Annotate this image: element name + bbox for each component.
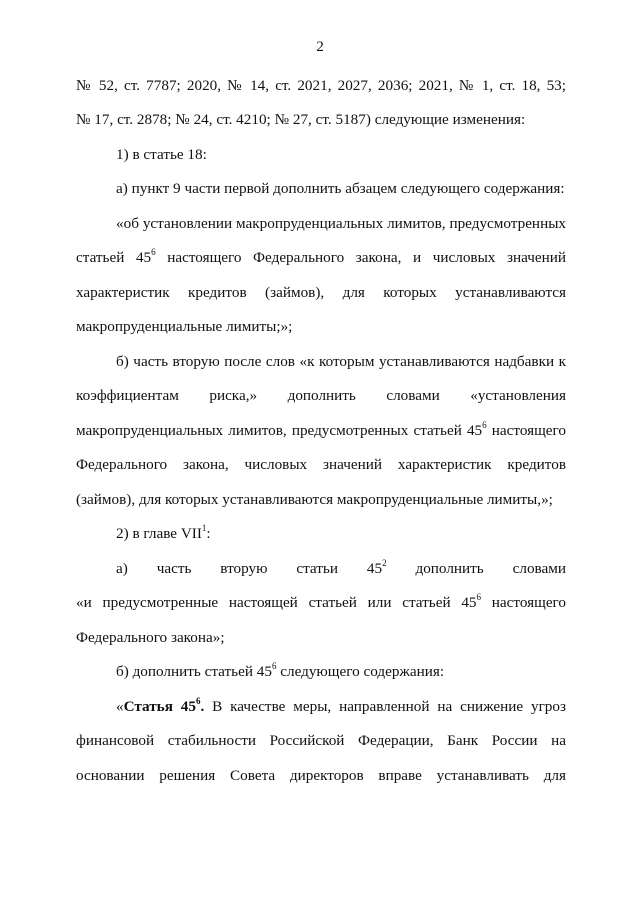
text-line: Федерального закона»; (76, 629, 225, 646)
text-line: «Статья $45^6$. В качестве меры, направленной на снижение угроз (116, 696, 566, 715)
text-line: Федерального закона, числовых значений характеристик кредитов (76, 456, 566, 473)
text-line: финансовой стабильности Российской Федерации, Банк России на (76, 732, 566, 749)
text-line: макропруденциальные лимиты;»; (76, 318, 293, 335)
page-number: 2 (316, 38, 324, 55)
article-heading: Статья 45 (123, 698, 196, 715)
text-line: макропруденциальных лимитов, предусмотренных статьей $45^6$ настоящего (76, 420, 566, 439)
text-line: б) дополнить статьей $45^6$ следующего содержания: (116, 661, 445, 680)
text-line: а) часть вторую статьи $45^2$ дополнить словами (116, 558, 566, 577)
text-line: «и предусмотренные настоящей статьей или статьей $45^6$ настоящего (76, 592, 566, 611)
text-line: а) пункт 9 части первой дополнить абзацем следующего содержания: (116, 180, 565, 197)
text-line: 1) в статье 18: (116, 146, 207, 163)
text-line: «об установлении макропруденциальных лимитов, предусмотренных (116, 215, 566, 232)
text-line: основании решения Совета директоров вправе устанавливать для (76, 767, 566, 784)
text-line: № 17, ст. 2878; № 24, ст. 4210; № 27, ст. 5187) следующие изменения: (76, 111, 526, 128)
text-line: коэффициентам риска,» дополнить словами «установления (76, 387, 566, 404)
text-line: б) часть вторую после слов «к которым устанавливаются надбавки к (116, 353, 566, 370)
text-line: характеристик кредитов (займов), для которых устанавливаются (76, 284, 566, 301)
text-line: № 52, ст. 7787; 2020, № 14, ст. 2021, 2027, 2036; 2021, № 1, ст. 18, 53; (76, 77, 566, 94)
text-line: (займов), для которых устанавливаются макропруденциальные лимиты,»; (76, 491, 553, 508)
text-line: 2) в главе VII$^1$: (116, 523, 211, 542)
text-line: статьей $45^6$ настоящего Федерального закона, и числовых значений (76, 247, 566, 266)
